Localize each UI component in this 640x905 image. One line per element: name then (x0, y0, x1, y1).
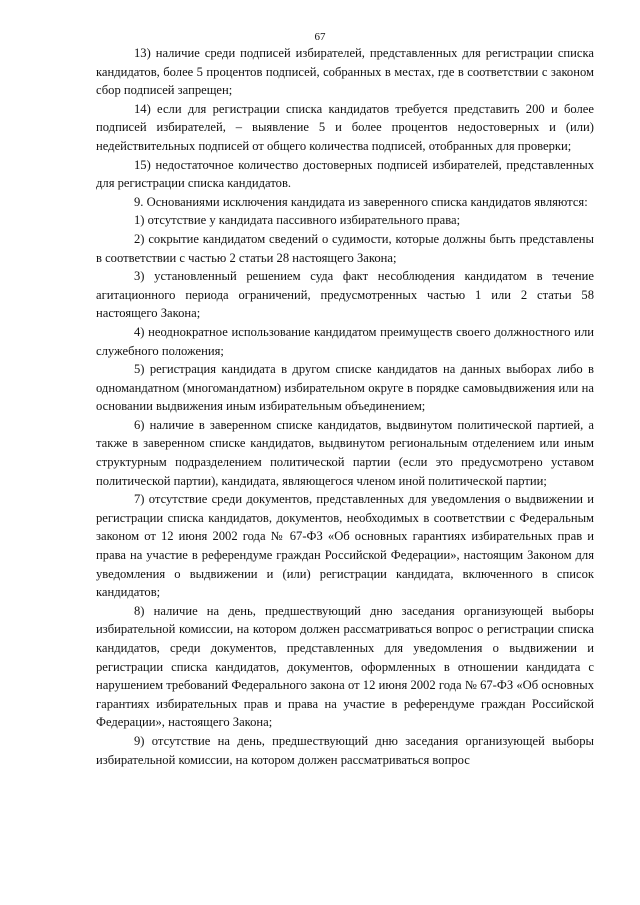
paragraph-item-6: 6) наличие в заверенном списке кандидатов, выдвинутом политической партией, а также в заверенном списке кандидатов, выдвинутом региональным отделением или иным структурным подразделением политической партии (если это предусмотрено уставом политической партии), кандидата, являющегося членом иной политической партии; (96, 417, 594, 488)
paragraph-item-5: 5) регистрация кандидата в другом списке кандидатов на данных выборах либо в одномандатном (многомандатном) избирательном округе в порядке самовыдвижения или на основании выдвижения иным избирательным объединением; (96, 362, 594, 414)
paragraph-section-9: 9. Основаниями исключения кандидата из заверенного списка кандидатов являются: (134, 194, 588, 209)
paragraph-item-15: 15) недостаточное количество достоверных подписей избирателей, представленных для регистрации списка кандидатов. (96, 157, 594, 191)
paragraph-item-13: 13) наличие среди подписей избирателей, представленных для регистрации списка кандидатов, более 5 процентов подписей, собранных в местах, где в соответствии с законом сбор подписей запрещен; (96, 46, 594, 98)
document-body (96, 44, 594, 769)
paragraph-item-1: 1) отсутствие у кандидата пассивного избирательного права; (134, 213, 461, 228)
paragraph-item-3: 3) установленный решением суда факт несоблюдения кандидатом в течение агитационного периода ограничений, предусмотренных частью 1 или 2 статьи 58 настоящего Закона; (96, 269, 594, 321)
paragraph-item-9: 9) отсутствие на день, предшествующий дню заседания организующей выборы избирательной комиссии, на котором должен рассматриваться вопрос (96, 733, 594, 767)
paragraph-item-4: 4) неоднократное использование кандидатом преимуществ своего должностного или служебного положения; (96, 324, 594, 358)
paragraph-item-8: 8) наличие на день, предшествующий дню заседания организующей выборы избирательной комиссии, на котором должен рассматриваться вопрос о регистрации списка кандидатов, среди документов, представленных для уведомления о выдвижении и регистрации списка кандидатов, документов, оформленных в отношении кандидата с нарушением требований Федерального закона от 12 июня 2002 года № 67-ФЗ «Об основных гарантиях избирательных прав и права на участие в референдуме граждан Российской Федерации», настоящего Закона; (96, 603, 594, 730)
paragraph-item-7: 7) отсутствие среди документов, представленных для уведомления о выдвижении и регистрации списка кандидатов, документов, необходимых в соответствии с Федеральным законом от 12 июня 2002 года № 67-ФЗ «Об основных гарантиях избирательных прав и права на участие в референдуме граждан Российской Федерации», настоящим Законом для уведомления о выдвижении и (или) регистрации кандидата, включенного в список кандидатов; (96, 492, 594, 600)
paragraph-item-14: 14) если для регистрации списка кандидатов требуется представить 200 и более подписей избирателей, – выявление 5 и более процентов недостоверных и (или) недействительных подписей от общего количества подписей, отобранных для проверки; (96, 101, 594, 153)
page-number: 67 (314, 31, 326, 43)
paragraph-item-2: 2) сокрытие кандидатом сведений о судимости, которые должны быть представлены в соответствии с частью 2 статьи 28 настоящего Закона; (96, 231, 594, 265)
